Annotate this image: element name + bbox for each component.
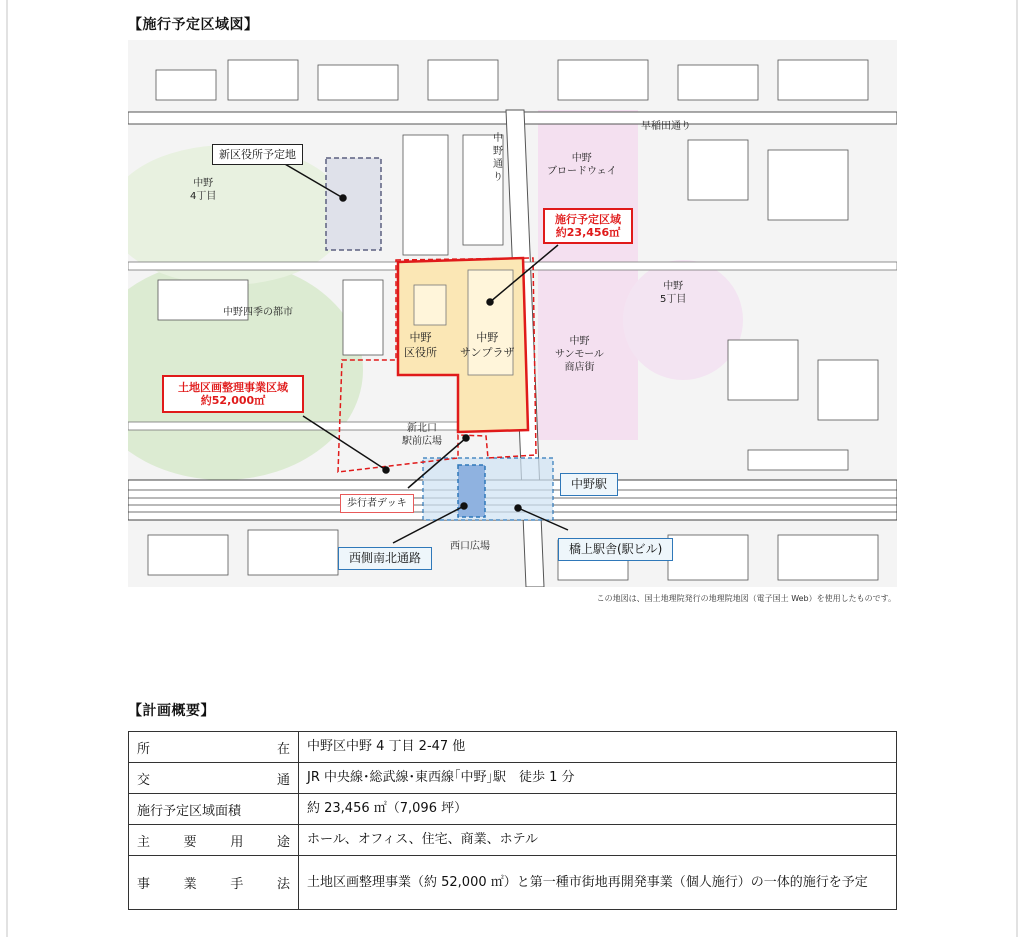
plan-key-location: 所 在	[137, 741, 290, 757]
label-ward-office: 中野 区役所	[404, 331, 437, 359]
label-broadway: 中野 ブロードウェイ	[547, 153, 617, 177]
callout-west-passage: 西側南北通路	[338, 547, 432, 570]
label-nakano-4chome: 中野 4丁目	[190, 178, 217, 202]
map-credit: この地図は、国土地理院発行の地理院地図（電子国土 Web）を使用したものです。	[596, 594, 896, 603]
callout-new-ward-office-site: 新区役所予定地	[212, 144, 303, 165]
plan-value-method: 土地区画整理事業（約 52,000 ㎡）と第一種市街地再開発事業（個人施行）の一体的施行を予定	[299, 856, 897, 910]
page-edge-right	[1016, 0, 1018, 937]
plan-row-use	[129, 825, 897, 856]
plan-value-use: ホール、オフィス、住宅、商業、ホテル	[299, 825, 897, 856]
new-ward-office-site	[326, 158, 381, 250]
plan-value-location: 中野区中野 4 丁目 2-47 他	[299, 732, 897, 763]
plan-key-method: 事 業 手 法	[137, 877, 290, 892]
plan-key-area: 施行予定区域面積	[137, 803, 242, 819]
label-west-exit-plaza: 西口広場	[450, 541, 490, 552]
area-map	[128, 40, 897, 587]
map-section-title: 【施行予定区域図】	[128, 17, 259, 33]
label-sun-plaza: 中野 サンプラザ	[460, 331, 515, 359]
label-nakano-5chome: 中野 5丁目	[660, 281, 687, 305]
callout-pedestrian-deck: 歩行者デッキ	[340, 494, 414, 513]
label-sun-mall: 中野 サンモール 商店街	[555, 336, 604, 373]
plan-value-access: JR 中央線･総武線･東西線｢中野｣駅 徒歩 1 分	[299, 763, 897, 794]
plan-key-access: 交 通	[137, 772, 290, 788]
callout-construction-area: 施行予定区域 約23,456㎡	[543, 208, 633, 244]
sunmall-zone	[623, 260, 743, 380]
label-north-exit-plaza: 新北口 駅前広場	[402, 423, 442, 447]
plan-table	[128, 731, 897, 910]
plan-value-area: 約 23,456 ㎡（7,096 坪）	[299, 794, 897, 825]
page-edge-left	[6, 0, 8, 937]
callout-land-readjustment: 土地区画整理事業区域 約52,000㎡	[162, 375, 304, 413]
callout-nakano-station: 中野駅	[560, 473, 618, 496]
bridge-station-area	[423, 458, 553, 520]
plan-row-location	[129, 732, 897, 763]
plan-row-method	[129, 856, 897, 910]
label-waseda-dori: 早稲田通り	[641, 121, 691, 132]
plan-section-title: 【計画概要】	[128, 703, 215, 719]
callout-bridge-station: 橋上駅舎(駅ビル)	[558, 538, 673, 561]
plan-row-area	[129, 794, 897, 825]
plan-key-use: 主 要 用 途	[137, 834, 290, 850]
plan-row-access	[129, 763, 897, 794]
label-nakano-dori: 中 野 通 り	[493, 133, 503, 183]
label-shiki-no-miyako: 中野四季の都市	[223, 307, 293, 318]
